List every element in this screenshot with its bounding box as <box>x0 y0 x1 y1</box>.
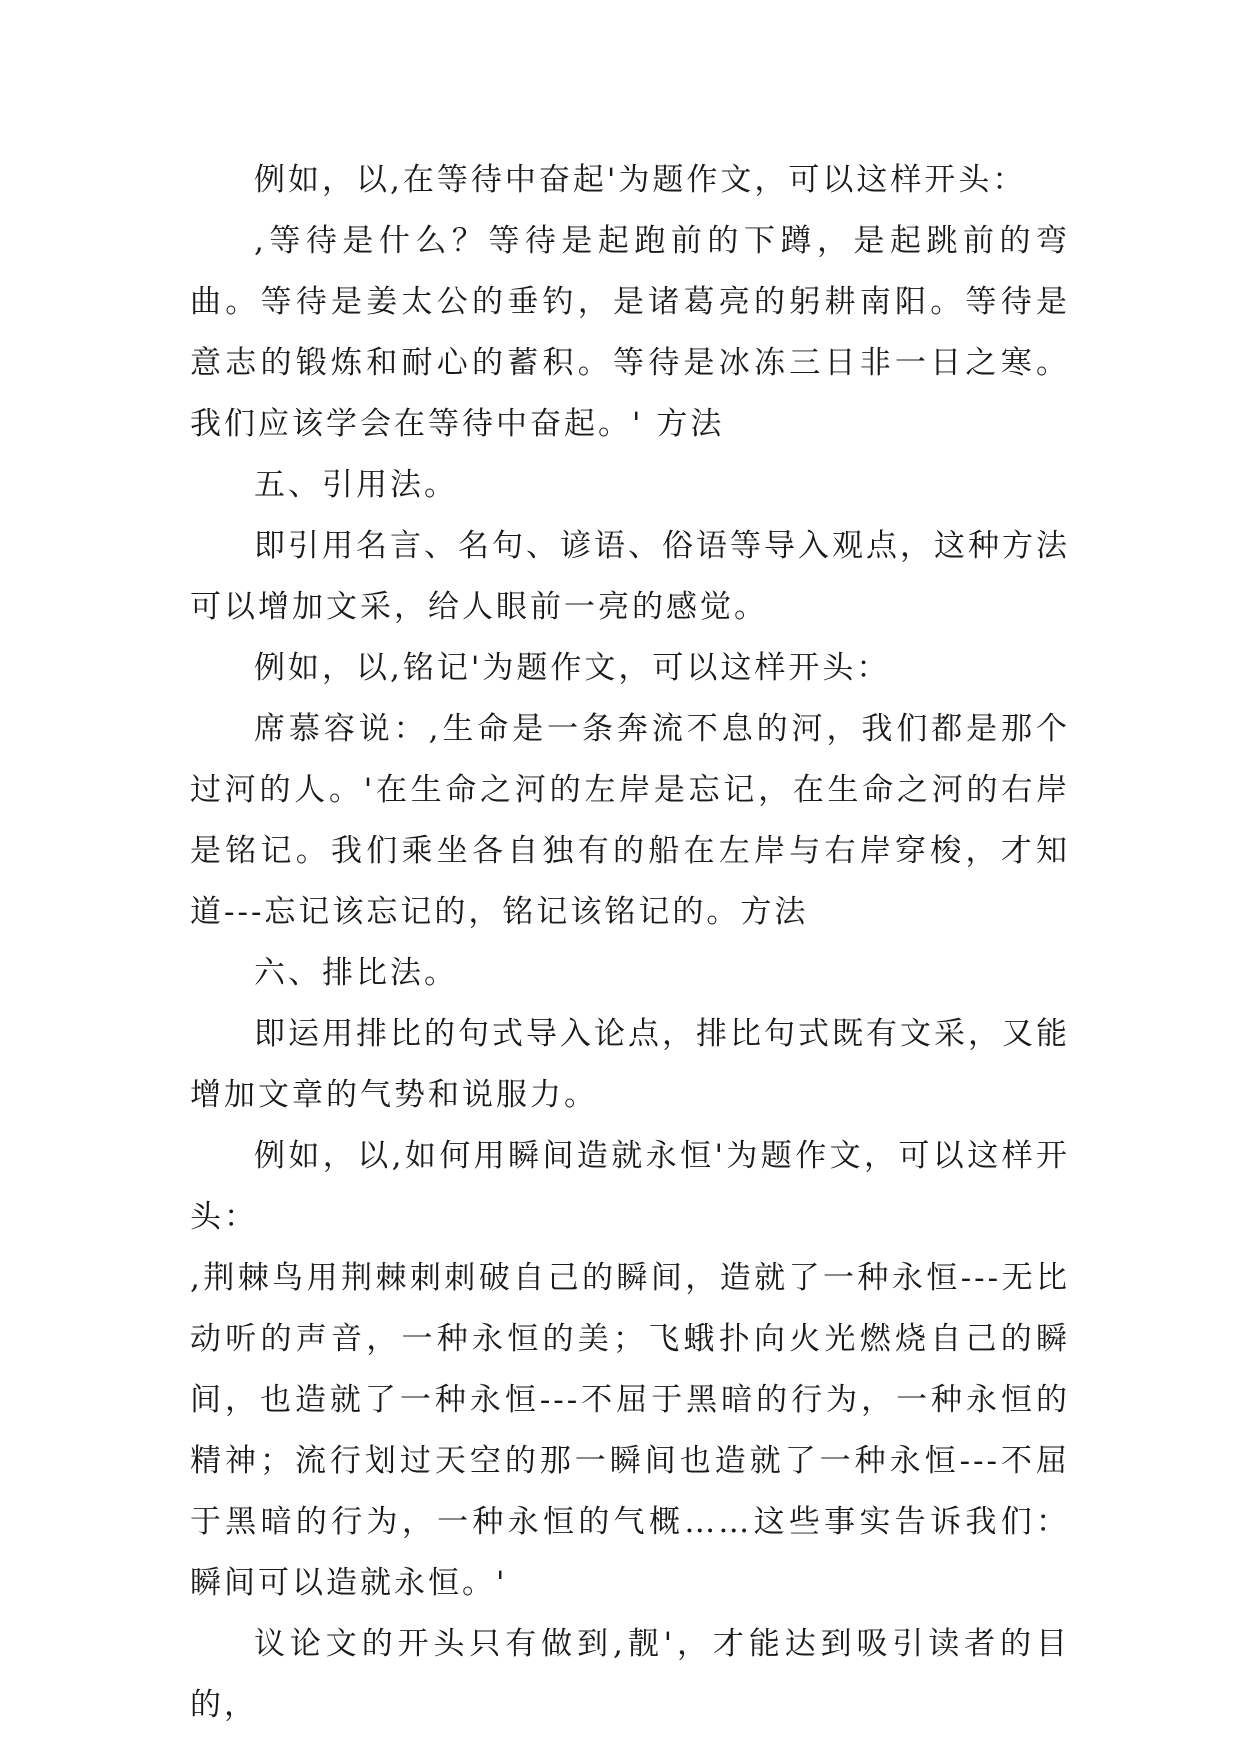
paragraph-example-waiting-text: ,等待是什么？等待是起跑前的下蹲，是起跳前的弯曲。等待是姜太公的垂钓，是诸葛亮的躬耕南阳。等待是意志的锻炼和耐心的蓄积。等待是冰冻三日非一日之寒。我们应该学会在等待中奋起。' 方法 <box>190 223 1070 442</box>
paragraph-example-remember-text: 席慕容说：,生命是一条奔流不息的河，我们都是那个过河的人。'在生命之河的左岸是忘记，在生命之河的右岸是铭记。我们乘坐各自独有的船在左岸与右岸穿梭，才知道---忘记该忘记的，铭记该铭记的。方法 <box>190 711 1070 930</box>
paragraph-conclusion: 议论文的开头只有做到,靓'，才能达到吸引读者的目的， <box>190 1626 1070 1723</box>
paragraph-example-moment-intro: 例如，以,如何用瞬间造就永恒'为题作文，可以这样开头： <box>190 1138 1070 1235</box>
paragraph-parallelism-description: 即运用排比的句式导入论点，排比句式既有文采，又能增加文章的气势和说服力。 <box>190 1016 1070 1113</box>
paragraph-quotation-description: 即引用名言、名句、谚语、俗语等导入观点，这种方法可以增加文采，给人眼前一亮的感觉。 <box>190 528 1070 625</box>
paragraph-example-moment-text: ,荆棘鸟用荆棘刺刺破自己的瞬间，造就了一种永恒---无比动听的声音，一种永恒的美；飞蛾扑向火光燃烧自己的瞬间，也造就了一种永恒---不屈于黑暗的行为，一种永恒的精神；流行划过天空的那一瞬间也造就了一种永恒---不屈于黑暗的行为，一种永恒的气概……这些事实告诉我们：瞬间可以造就永恒。' <box>190 1260 1070 1601</box>
paragraph-example-waiting-intro: 例如，以,在等待中奋起'为题作文，可以这样开头： <box>254 162 1027 198</box>
paragraph-example-remember-intro: 例如，以,铭记'为题作文，可以这样开头： <box>254 650 891 686</box>
section-heading-parallelism-method: 六、排比法。 <box>254 955 458 991</box>
section-heading-quotation-method: 五、引用法。 <box>254 467 458 503</box>
document-body <box>190 150 1070 1736</box>
